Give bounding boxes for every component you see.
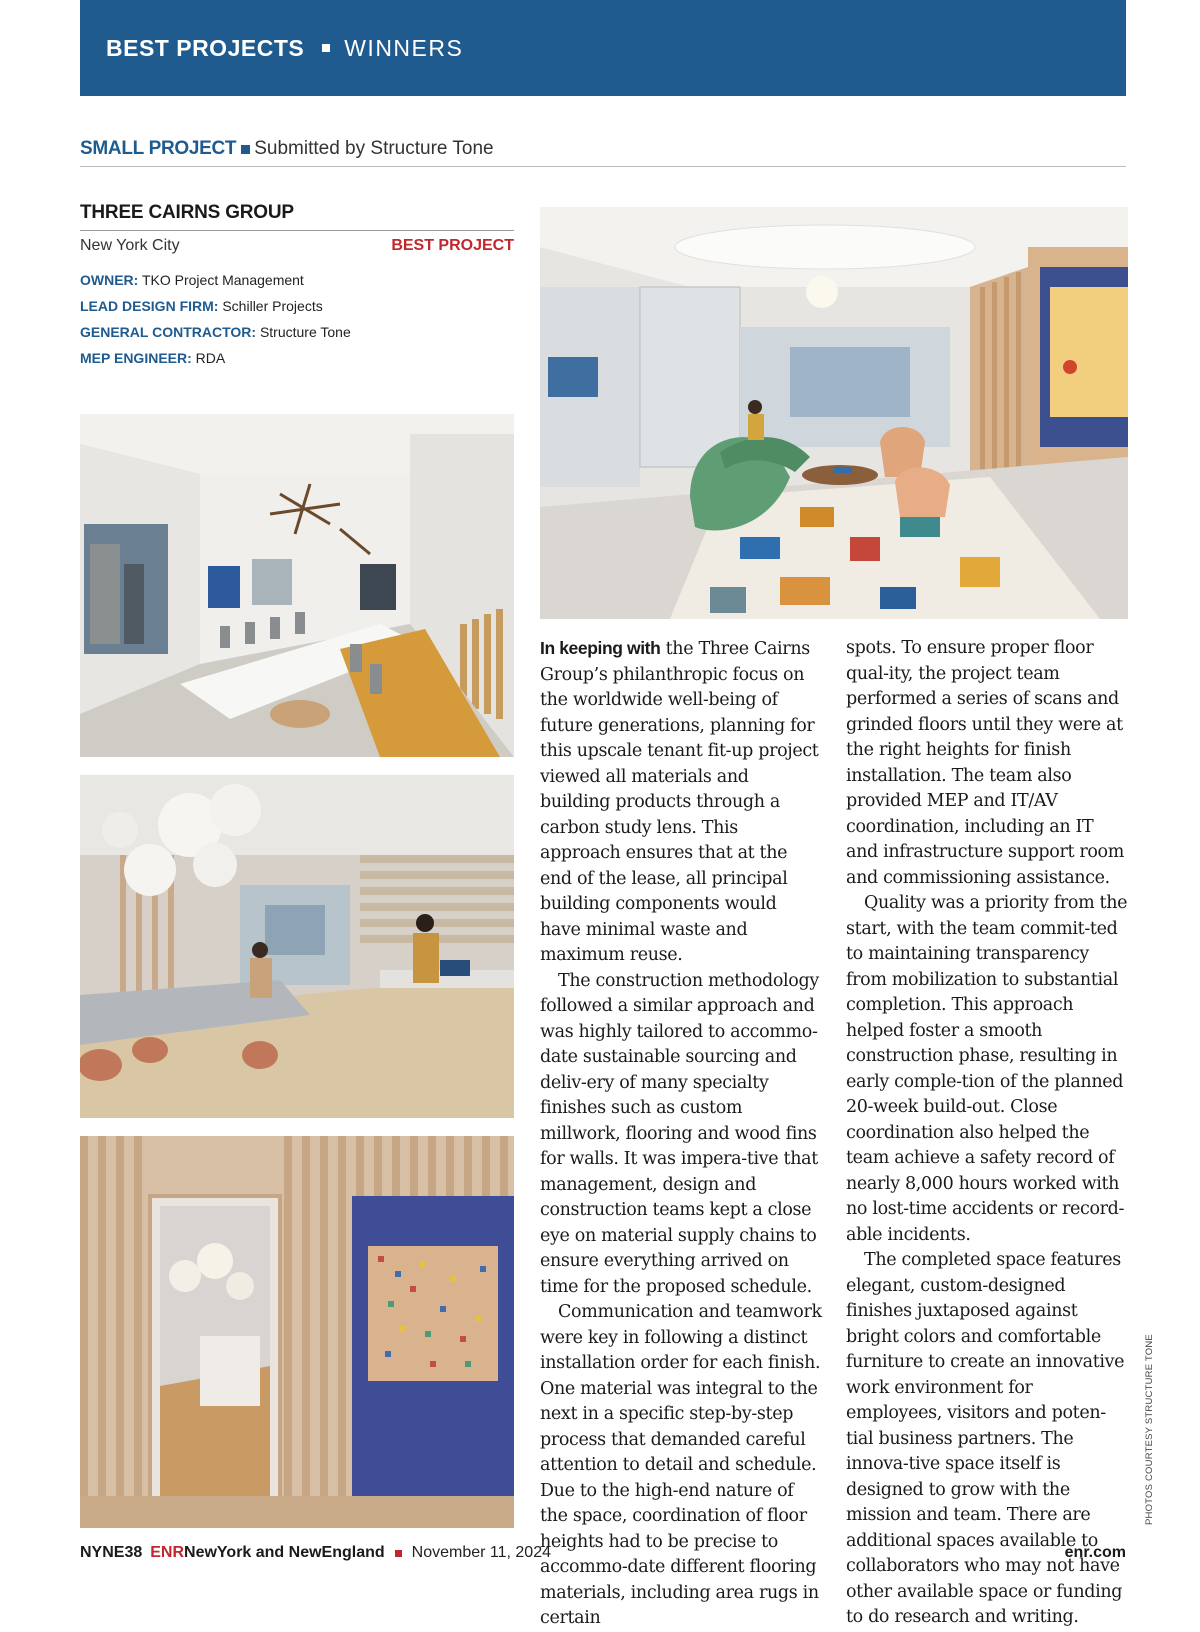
article-paragraph: The construction methodology followed a similar approach and was highly tailored to accommo-date sustainable sourcing and deliv-ery of many specialty finishes such as custom millwork, flooring and wood fins for walls. It was impera-tive that management, design and construction teams kept a close eye on material supply chains to ensure everything arrived on time for the proposed schedule. bbox=[540, 970, 819, 1297]
project-name: THREE CAIRNS GROUP bbox=[80, 202, 514, 231]
subhead-bullet bbox=[241, 145, 250, 154]
page-footer bbox=[80, 1544, 1126, 1562]
article-paragraph: Communication and teamwork were key in following a distinct installation order for each finish. One material was integral to the next in a specific step-by-step process that demanded careful attention to detail and schedule. Due to the high-end nature of the space, coordination of floor heights had to be precise to accommo-date different flooring materials, including area rugs in certain bbox=[540, 1302, 822, 1628]
banner-category: WINNERS bbox=[344, 34, 464, 61]
article-paragraph bbox=[540, 636, 822, 969]
article-column-2 bbox=[846, 636, 1128, 1631]
submitted-by: Submitted by Structure Tone bbox=[254, 138, 494, 159]
site-link[interactable]: enr.com bbox=[1064, 1544, 1126, 1561]
photo-credit: PHOTOS COURTESY STRUCTURE TONE bbox=[1144, 1334, 1155, 1525]
article-lead-in: In keeping with bbox=[540, 638, 661, 658]
project-type: SMALL PROJECT bbox=[80, 138, 237, 159]
edition-name: NewYork and NewEngland bbox=[184, 1544, 385, 1561]
award-label: BEST PROJECT bbox=[391, 237, 514, 254]
article-paragraph: Quality was a priority from the start, with the team commit-ted to maintaining transparency from mobilization to substantial completion. This approach helped foster a smooth construction phase, resulting in early comple-tion of the planned 20-week build-out. Close coordination also helped the team achieve a safety record of nearly 8,000 hours worked with no lost-time accidents or record-able incidents. bbox=[846, 893, 1128, 1245]
article-paragraph: spots. To ensure proper floor qual-ity, the project team performed a series of scans and grinded floors until they were at the right heights for finish installation. The team also provided MEP and IT/AV coordination, including an IT and infrastructure support room and commissioning assistance. bbox=[846, 638, 1124, 888]
project-credits bbox=[80, 267, 514, 371]
conference-room-photo bbox=[80, 414, 514, 757]
page-number: NYNE38 bbox=[80, 1544, 143, 1561]
banner-section: BEST PROJECTS bbox=[106, 34, 305, 61]
brand-logo: ENR bbox=[150, 1544, 185, 1561]
lounge-photo bbox=[540, 207, 1128, 619]
footer-bullet bbox=[395, 1550, 402, 1557]
section-banner bbox=[80, 0, 1126, 96]
category-subhead bbox=[80, 138, 1126, 167]
credit-mep-engineer: MEP ENGINEER: RDA bbox=[80, 350, 226, 366]
article-paragraph: The completed space features elegant, custom-designed finishes juxtaposed against bright colors and comfortable furniture to create an innovative work environment for employees, visitors and poten-tial business partners. The innova-tive space itself is designed to grow with the mission and team. There are additional spaces available to collaborators who may not have other available space or funding to do research and writing. bbox=[846, 1250, 1125, 1627]
credit-design-firm: LEAD DESIGN FIRM: Schiller Projects bbox=[80, 298, 323, 314]
credit-owner: OWNER: TKO Project Management bbox=[80, 272, 304, 288]
article-paragraph-text: the Three Cairns Group’s philanthropic focus on the worldwide well-being of future generations, planning for this upscale tenant fit-up project viewed all materials and building products through a carbon study lens. This approach ensures that at the end of the lease, all principal building components would have minimal waste and maximum reuse. bbox=[540, 639, 819, 965]
wood-fin-wall-photo bbox=[80, 1136, 514, 1528]
project-location: New York City bbox=[80, 237, 180, 254]
credit-general-contractor: GENERAL CONTRACTOR: Structure Tone bbox=[80, 324, 351, 340]
banner-bullet bbox=[322, 44, 330, 52]
issue-date: November 11, 2024 bbox=[411, 1544, 551, 1561]
work-cafe-photo bbox=[80, 775, 514, 1118]
article-column-1 bbox=[540, 636, 822, 1632]
project-info bbox=[80, 202, 514, 371]
